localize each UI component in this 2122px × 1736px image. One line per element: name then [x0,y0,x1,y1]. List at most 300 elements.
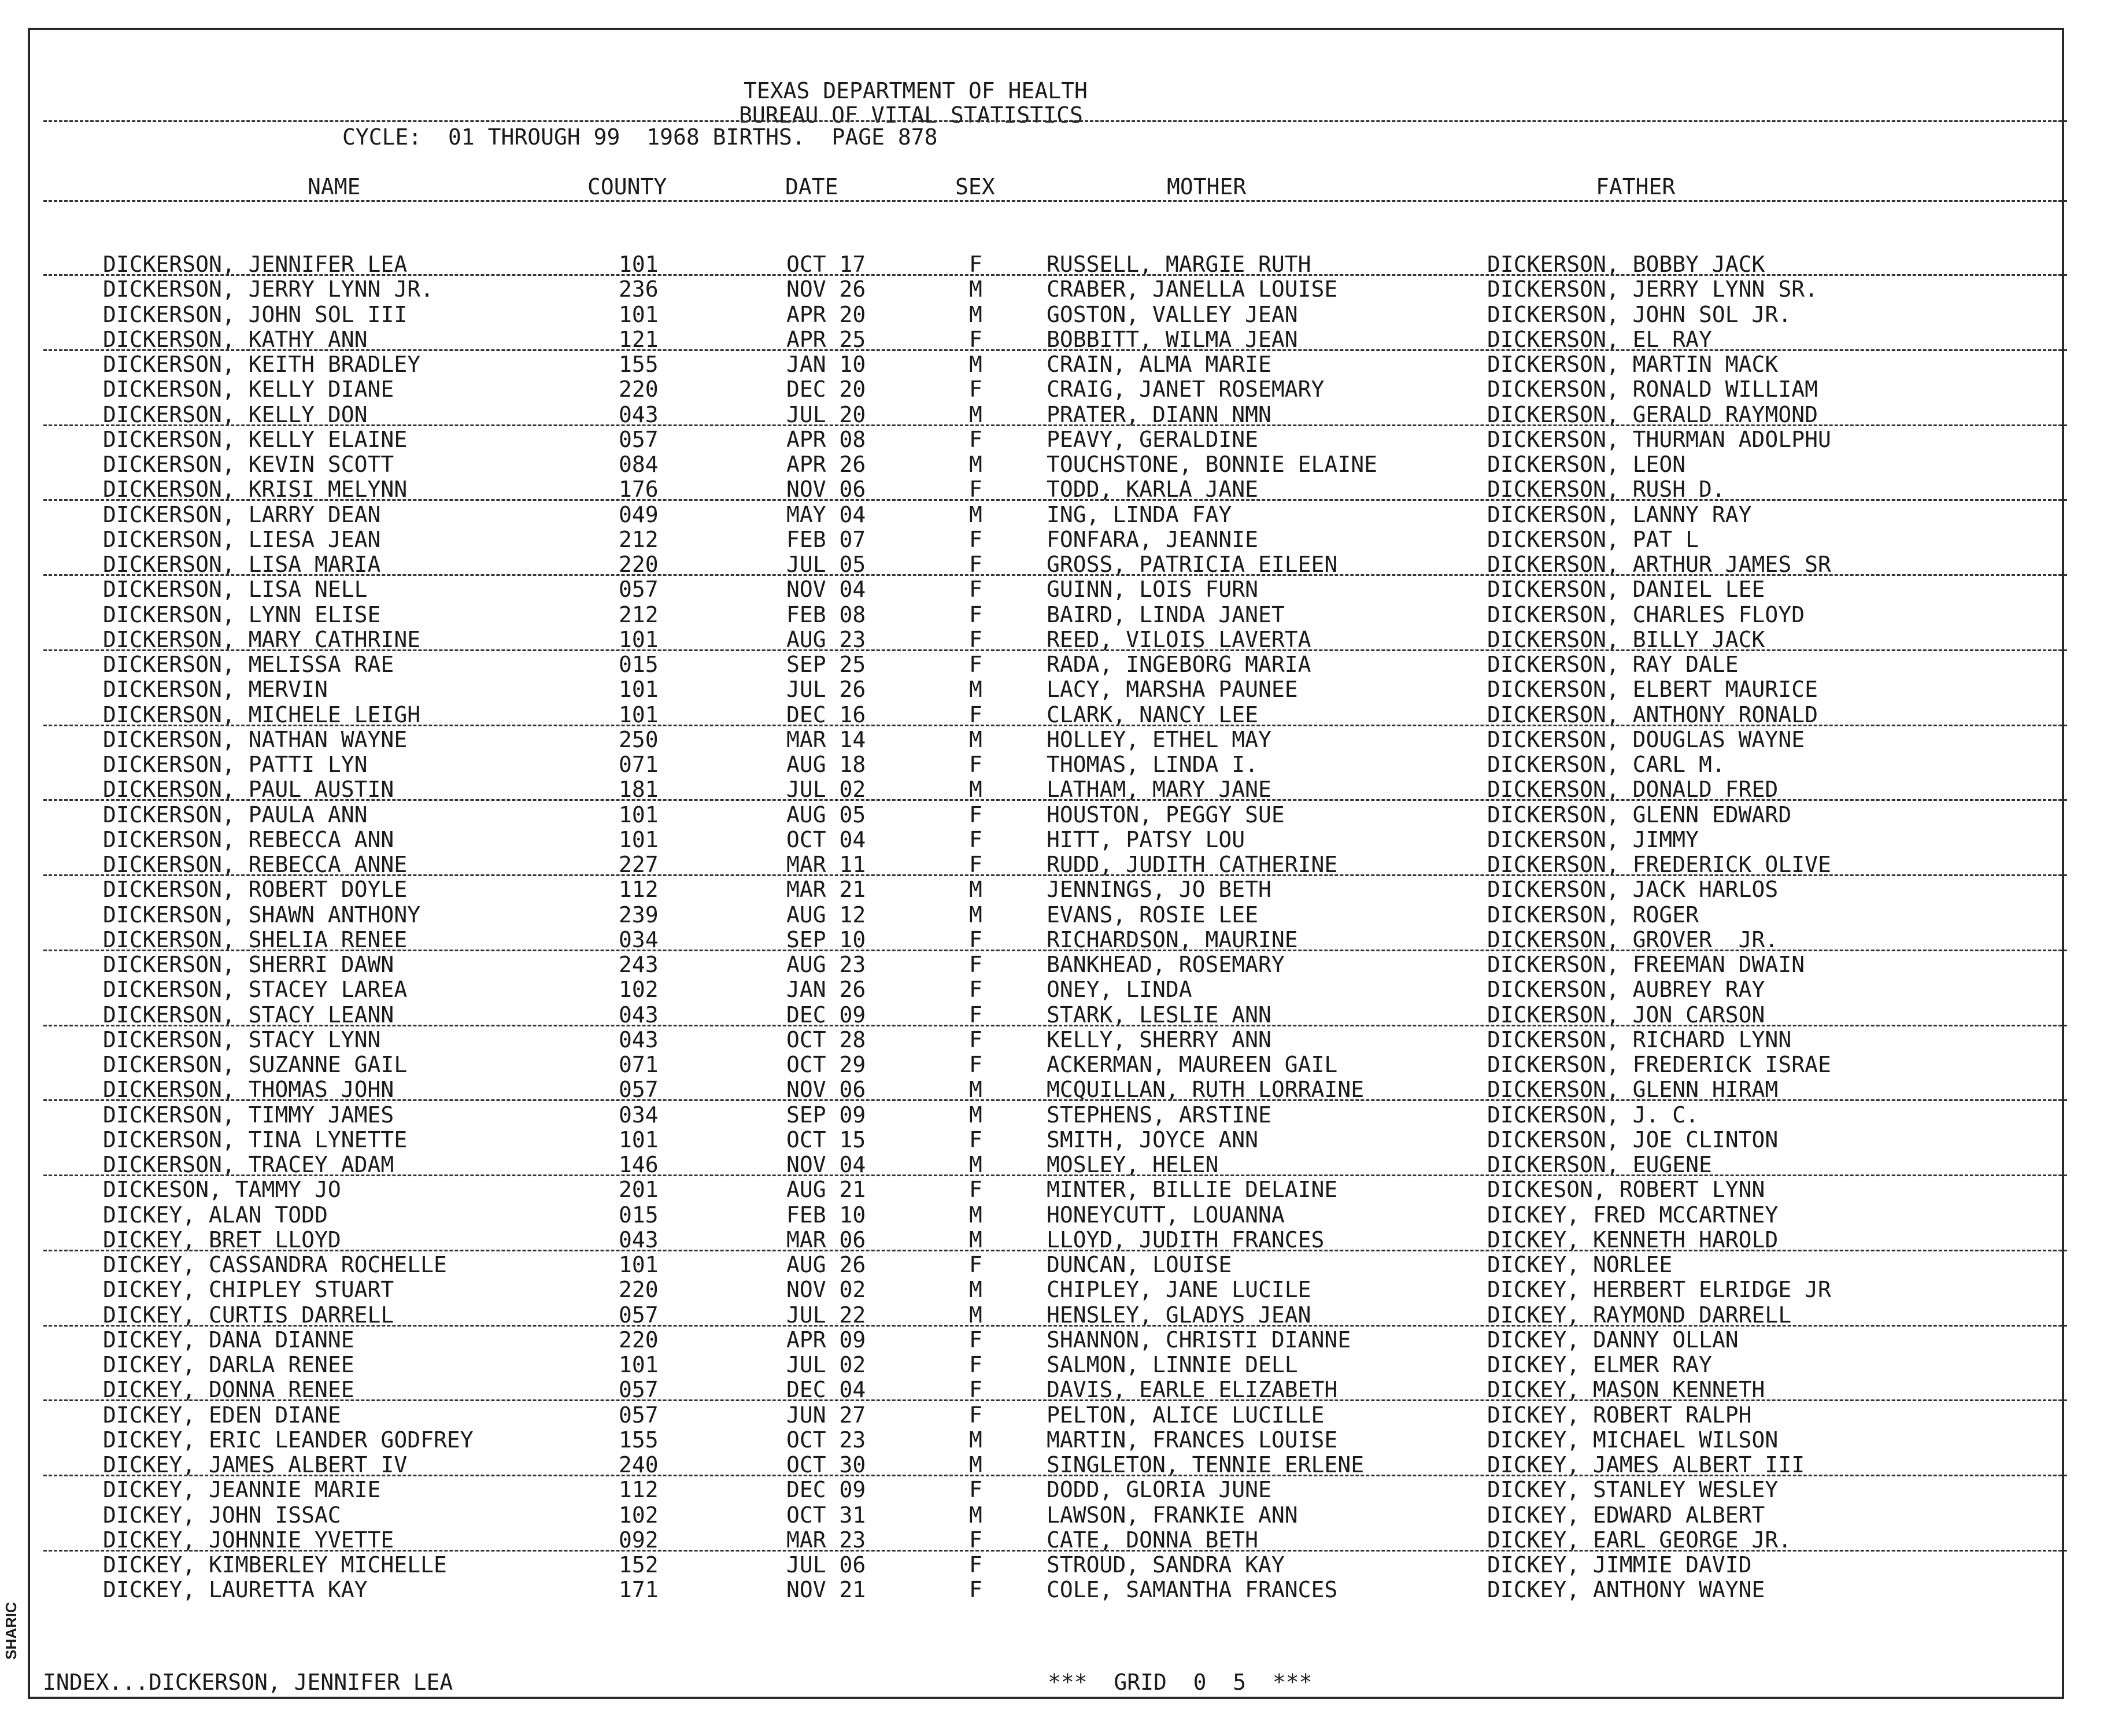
cell-father: DICKERSON, MARTIN MACK [1487,352,1779,377]
cell-father: DICKERSON, FREDERICK ISRAE [1487,1052,1831,1077]
cell-date: SEP 25 [786,652,866,677]
cell-date: OCT 29 [786,1052,866,1077]
cell-sex: M [969,1427,982,1453]
cell-date: APR 08 [786,426,866,452]
cell-county: 152 [619,1552,659,1578]
cell-county: 220 [619,552,659,577]
cell-mother: SALMON, LINNIE DELL [1047,1352,1298,1377]
cell-county: 101 [619,301,659,327]
cell-name: DICKERSON, TRACEY ADAM [103,1152,394,1177]
cell-mother: CRAIG, JANET ROSEMARY [1047,376,1325,402]
cell-sex: F [969,852,982,877]
cell-sex: F [969,552,982,577]
cell-father: DICKERSON, GROVER JR. [1487,926,1779,952]
cell-father: DICKERSON, LEON [1487,452,1686,477]
cell-date: MAR 11 [786,852,866,877]
table-row [0,826,2122,854]
cell-name: DICKERSON, REBECCA ANNE [103,852,408,877]
table-row [0,426,2122,453]
cell-mother: ACKERMAN, MAUREEN GAIL [1047,1052,1338,1077]
cell-mother: STROUD, SANDRA KAY [1047,1552,1285,1578]
table-row [0,1279,2122,1303]
row-separator [43,950,2067,951]
cell-county: 101 [619,626,659,652]
cell-county: 212 [619,601,659,627]
cell-father: DICKERSON, JOE CLINTON [1487,1126,1779,1153]
cell-mother: PRATER, DIANN NMN [1047,401,1271,427]
cell-mother: HITT, PATSY LOU [1047,826,1245,852]
row-separator [43,1250,2067,1251]
cell-sex: M [969,1102,982,1128]
cell-sex: F [969,601,982,627]
cell-sex: F [969,977,982,1003]
table-row [0,1126,2122,1154]
cell-name: DICKERSON, MELISSA RAE [103,652,394,677]
cell-date: AUG 05 [786,801,866,828]
cell-sex: M [969,1152,982,1177]
cell-father: DICKERSON, BOBBY JACK [1487,252,1765,277]
cell-sex: M [969,1277,982,1303]
table-row [0,1254,2122,1279]
cell-sex: F [969,477,982,503]
cell-father: DICKERSON, RICHARD LYNN [1487,1026,1792,1052]
cycle-line: CYCLE: 01 THROUGH 99 1968 BIRTHS. PAGE 878 [342,124,938,150]
cell-mother: SHANNON, CHRISTI DIANNE [1047,1327,1351,1353]
cell-mother: COLE, SAMANTHA FRANCES [1047,1577,1338,1603]
cell-county: 220 [619,1327,659,1353]
row-separator [43,1399,2067,1401]
cell-county: 201 [619,1177,659,1203]
cell-county: 101 [619,1352,659,1377]
cell-father: DICKERSON, GLENN HIRAM [1487,1077,1779,1103]
cell-date: OCT 28 [786,1026,866,1052]
cell-county: 071 [619,1052,659,1077]
cell-sex: F [969,1327,982,1353]
cell-name: DICKERSON, MICHELE LEIGH [103,701,421,727]
cell-date: JUL 26 [786,677,866,703]
cell-sex: M [969,1302,982,1328]
cell-county: 043 [619,1026,659,1052]
table-row [0,1504,2122,1529]
cell-county: 240 [619,1452,659,1478]
cell-date: AUG 23 [786,952,866,977]
cell-mother: SMITH, JOYCE ANN [1047,1126,1259,1153]
cell-name: DICKERSON, STACY LEANN [103,1002,394,1028]
cell-date: MAY 04 [786,501,866,527]
cell-name: DICKERSON, TINA LYNETTE [103,1126,408,1153]
cell-mother: BANKHEAD, ROSEMARY [1047,952,1285,977]
table-row [0,904,2122,929]
cell-county: 043 [619,401,659,427]
cell-father: DICKERSON, ARTHUR JAMES SR [1487,552,1831,577]
footer-index: INDEX...DICKERSON, JENNIFER LEA [43,1669,453,1695]
cell-county: 101 [619,677,659,703]
side-label: SHARIC [2,1602,20,1660]
cell-mother: BAIRD, LINDA JANET [1047,601,1285,627]
cell-date: AUG 26 [786,1252,866,1277]
cell-mother: REED, VILOIS LAVERTA [1047,626,1311,652]
cell-name: DICKERSON, SUZANNE GAIL [103,1052,408,1077]
cell-county: 057 [619,1377,659,1403]
cell-mother: BOBBITT, WILMA JEAN [1047,326,1298,352]
cell-name: DICKERSON, STACEY LAREA [103,977,408,1003]
table-row [0,1479,2122,1504]
cell-date: NOV 26 [786,276,866,302]
cell-sex: F [969,652,982,677]
cell-mother: LAWSON, FRANKIE ANN [1047,1502,1298,1528]
row-separator [43,1025,2067,1026]
cell-date: NOV 06 [786,477,866,503]
row-separator [43,574,2067,576]
cell-date: DEC 16 [786,701,866,727]
cell-father: DICKEY, HERBERT ELRIDGE JR [1487,1277,1831,1303]
cell-father: DICKERSON, EUGENE [1487,1152,1712,1177]
cell-date: AUG 21 [786,1177,866,1203]
cell-father: DICKEY, KENNETH HAROLD [1487,1227,1779,1253]
cell-name: DICKERSON, SHELIA RENEE [103,926,408,952]
cell-date: NOV 06 [786,1077,866,1103]
cell-name: DICKERSON, SHAWN ANTHONY [103,902,421,928]
cell-mother: EVANS, ROSIE LEE [1047,902,1259,928]
cell-sex: M [969,777,982,803]
cell-sex: F [969,1352,982,1377]
cell-county: 043 [619,1002,659,1028]
table-row [0,601,2122,629]
cell-name: DICKERSON, JENNIFER LEA [103,252,408,277]
header-line1: TEXAS DEPARTMENT OF HEALTH [744,78,1088,104]
cell-sex: F [969,1477,982,1503]
cell-date: MAR 21 [786,877,866,903]
cell-sex: F [969,1377,982,1403]
cell-father: DICKEY, FRED MCCARTNEY [1487,1202,1779,1228]
cell-mother: DAVIS, EARLE ELIZABETH [1047,1377,1338,1403]
cell-name: DICKERSON, MERVIN [103,677,328,703]
table-row [0,1354,2122,1379]
cell-county: 015 [619,652,659,677]
cell-name: DICKERSON, KELLY ELAINE [103,426,408,452]
cell-sex: F [969,526,982,552]
cell-name: DICKERSON, STACY LYNN [103,1026,381,1052]
table-row [0,754,2122,778]
cell-county: 101 [619,252,659,277]
cell-sex: M [969,902,982,928]
cell-father: DICKEY, JIMMIE DAVID [1487,1552,1752,1578]
cell-name: DICKERSON, MARY CATHRINE [103,626,421,652]
cell-sex: M [969,301,982,327]
cell-father: DICKERSON, EL RAY [1487,326,1712,352]
cell-date: NOV 04 [786,577,866,603]
cell-date: OCT 31 [786,1502,866,1528]
table-row [0,801,2122,829]
cell-father: DICKEY, JAMES ALBERT III [1487,1452,1805,1478]
table-row [0,453,2122,478]
cell-county: 101 [619,701,659,727]
cell-mother: CHIPLEY, JANE LUCILE [1047,1277,1311,1303]
cell-name: DICKERSON, PATTI LYN [103,752,368,777]
table-row [0,353,2122,378]
cell-county: 236 [619,276,659,302]
cell-sex: M [969,401,982,427]
cell-date: JUL 22 [786,1302,866,1328]
table-row [0,1204,2122,1229]
cell-date: AUG 18 [786,752,866,777]
cell-date: FEB 07 [786,526,866,552]
row-separator [43,1174,2067,1176]
cell-county: 043 [619,1227,659,1253]
cell-father: DICKEY, NORLEE [1487,1252,1673,1277]
colhead-rule [43,200,2067,202]
row-separator [43,1550,2067,1552]
cell-mother: HONEYCUTT, LOUANNA [1047,1202,1285,1228]
cell-name: DICKERSON, JOHN SOL III [103,301,408,327]
cell-father: DICKERSON, JIMMY [1487,826,1699,852]
cell-father: DICKEY, ELMER RAY [1487,1352,1712,1377]
cell-father: DICKERSON, JERRY LYNN SR. [1487,276,1818,302]
cell-name: DICKERSON, ROBERT DOYLE [103,877,408,903]
table-row [0,978,2122,1003]
cell-date: AUG 23 [786,626,866,652]
cell-date: FEB 08 [786,601,866,627]
table-row [0,378,2122,403]
cell-county: 057 [619,577,659,603]
cell-father: DICKEY, STANLEY WESLEY [1487,1477,1779,1503]
cell-sex: F [969,252,982,277]
cell-father: DICKEY, ANTHONY WAYNE [1487,1577,1765,1603]
cell-name: DICKEY, CASSANDRA ROCHELLE [103,1252,447,1277]
table-row [0,1329,2122,1354]
cell-mother: RADA, INGEBORG MARIA [1047,652,1311,677]
cell-date: MAR 06 [786,1227,866,1253]
cell-county: 250 [619,726,659,752]
cell-father: DICKERSON, DONALD FRED [1487,777,1779,803]
cell-name: DICKEY, CURTIS DARRELL [103,1302,394,1328]
cell-mother: RUSSELL, MARGIE RUTH [1047,252,1311,277]
cell-sex: F [969,1126,982,1153]
cell-county: 220 [619,1277,659,1303]
header-rule [43,120,2067,122]
col-sex: SEX [955,174,995,200]
cell-name: DICKERSON, LIESA JEAN [103,526,381,552]
cell-mother: PELTON, ALICE LUCILLE [1047,1402,1325,1428]
cell-date: APR 20 [786,301,866,327]
cell-county: 049 [619,501,659,527]
footer-grid: *** GRID 0 5 *** [1048,1669,1313,1695]
cell-mother: MARTIN, FRANCES LOUISE [1047,1427,1338,1453]
cell-father: DICKERSON, JACK HARLOS [1487,877,1779,903]
cell-mother: GUINN, LOIS FURN [1047,577,1259,603]
cell-father: DICKERSON, JON CARSON [1487,1002,1765,1028]
table-row [0,1026,2122,1054]
cell-sex: F [969,1577,982,1603]
col-father: FATHER [1596,174,1676,200]
cell-father: DICKERSON, ROGER [1487,902,1699,928]
cell-name: DICKEY, LAURETTA KAY [103,1577,368,1603]
cell-date: DEC 09 [786,1477,866,1503]
cell-mother: STEPHENS, ARSTINE [1047,1102,1271,1128]
cell-sex: M [969,276,982,302]
table-row [0,1579,2122,1604]
cell-mother: PEAVY, GERALDINE [1047,426,1259,452]
cell-date: JUL 06 [786,1552,866,1578]
cell-name: DICKERSON, KRISI MELYNN [103,477,408,503]
cell-sex: F [969,1052,982,1077]
table-row [0,526,2122,553]
cell-sex: M [969,501,982,527]
cell-sex: F [969,952,982,977]
cell-mother: SINGLETON, TENNIE ERLENE [1047,1452,1365,1478]
table-row [0,678,2122,703]
cell-name: DICKEY, JOHNNIE YVETTE [103,1527,394,1553]
cell-father: DICKERSON, LANNY RAY [1487,501,1752,527]
cell-name: DICKESON, TAMMY JO [103,1177,341,1203]
cell-date: OCT 17 [786,252,866,277]
table-row [0,501,2122,529]
cell-sex: F [969,1402,982,1428]
cell-mother: CRAIN, ALMA MARIE [1047,352,1271,377]
cell-father: DICKERSON, GERALD RAYMOND [1487,401,1818,427]
cell-name: DICKERSON, LISA NELL [103,577,368,603]
cell-name: DICKERSON, SHERRI DAWN [103,952,394,977]
cell-father: DICKERSON, THURMAN ADOLPHU [1487,426,1831,452]
cell-mother: ING, LINDA FAY [1047,501,1232,527]
row-separator [43,499,2067,501]
table-row [0,653,2122,678]
cell-father: DICKERSON, PAT L [1487,526,1699,552]
cell-sex: M [969,1077,982,1103]
cell-county: 101 [619,826,659,852]
table-row [0,954,2122,978]
cell-date: DEC 20 [786,376,866,402]
cell-date: MAR 14 [786,726,866,752]
cell-county: 220 [619,376,659,402]
cell-name: DICKEY, BRET LLOYD [103,1227,341,1253]
cell-date: NOV 21 [786,1577,866,1603]
cell-date: OCT 30 [786,1452,866,1478]
cell-county: 243 [619,952,659,977]
cell-county: 057 [619,1077,659,1103]
table-row [0,1104,2122,1129]
cell-father: DICKEY, DANNY OLLAN [1487,1327,1739,1353]
cell-sex: M [969,1227,982,1253]
table-row [0,878,2122,903]
cell-name: DICKERSON, KATHY ANN [103,326,368,352]
cell-mother: LLOYD, JUDITH FRANCES [1047,1227,1325,1253]
cell-sex: M [969,1502,982,1528]
cell-date: DEC 04 [786,1377,866,1403]
row-separator [43,1325,2067,1327]
cell-mother: TOUCHSTONE, BONNIE ELAINE [1047,452,1377,477]
cell-mother: ONEY, LINDA [1047,977,1192,1003]
cell-county: 102 [619,977,659,1003]
cell-name: DICKEY, ALAN TODD [103,1202,328,1228]
cell-date: SEP 10 [786,926,866,952]
cell-sex: M [969,352,982,377]
cell-name: DICKERSON, THOMAS JOHN [103,1077,394,1103]
cell-father: DICKERSON, FREDERICK OLIVE [1487,852,1831,877]
cell-name: DICKERSON, JERRY LYNN JR. [103,276,434,302]
cell-name: DICKERSON, NATHAN WAYNE [103,726,408,752]
row-separator [43,1099,2067,1101]
cell-father: DICKERSON, CARL M. [1487,752,1725,777]
cell-county: 239 [619,902,659,928]
header-line2: BUREAU OF VITAL STATISTICS [739,102,1083,128]
cell-name: DICKEY, DARLA RENEE [103,1352,354,1377]
cell-mother: DUNCAN, LOUISE [1047,1252,1232,1277]
cell-county: 034 [619,926,659,952]
cell-father: DICKERSON, GLENN EDWARD [1487,801,1792,828]
cell-sex: F [969,577,982,603]
cell-county: 112 [619,1477,659,1503]
cell-name: DICKERSON, KELLY DON [103,401,368,427]
cell-father: DICKERSON, FREEMAN DWAIN [1487,952,1805,977]
cell-name: DICKEY, JOHN ISSAC [103,1502,341,1528]
cell-name: DICKERSON, LYNN ELISE [103,601,381,627]
cell-mother: LATHAM, MARY JANE [1047,777,1271,803]
table-row [0,1429,2122,1454]
cell-mother: TODD, KARLA JANE [1047,477,1259,503]
cell-father: DICKERSON, RONALD WILLIAM [1487,376,1818,402]
cell-name: DICKEY, KIMBERLEY MICHELLE [103,1552,447,1578]
col-county: COUNTY [587,174,667,200]
col-date: DATE [785,174,838,200]
cell-date: AUG 12 [786,902,866,928]
cell-name: DICKERSON, LISA MARIA [103,552,381,577]
cell-date: APR 26 [786,452,866,477]
cell-date: JUN 27 [786,1402,866,1428]
cell-county: 176 [619,477,659,503]
cell-name: DICKERSON, PAUL AUSTIN [103,777,394,803]
cell-mother: RICHARDSON, MAURINE [1047,926,1298,952]
row-separator [43,874,2067,876]
row-separator [43,424,2067,426]
cell-date: JUL 05 [786,552,866,577]
cell-father: DICKEY, EARL GEORGE JR. [1487,1527,1792,1553]
cell-date: FEB 10 [786,1202,866,1228]
cell-sex: M [969,1452,982,1478]
cell-mother: STARK, LESLIE ANN [1047,1002,1271,1028]
cell-county: 155 [619,352,659,377]
cell-county: 121 [619,326,659,352]
cell-father: DICKERSON, DANIEL LEE [1487,577,1765,603]
col-name: NAME [308,174,361,200]
cell-sex: F [969,376,982,402]
cell-date: OCT 04 [786,826,866,852]
cell-sex: F [969,826,982,852]
table-row [0,1179,2122,1203]
cell-date: JUL 02 [786,777,866,803]
row-separator [43,649,2067,651]
cell-mother: GROSS, PATRICIA EILEEN [1047,552,1338,577]
cell-date: NOV 02 [786,1277,866,1303]
cell-sex: M [969,452,982,477]
cell-sex: F [969,926,982,952]
cell-sex: F [969,626,982,652]
table-row [0,278,2122,303]
table-row [0,1404,2122,1429]
cell-county: 015 [619,1202,659,1228]
cell-date: DEC 09 [786,1002,866,1028]
cell-father: DICKERSON, AUBREY RAY [1487,977,1765,1003]
cell-date: APR 09 [786,1327,866,1353]
cell-mother: JENNINGS, JO BETH [1047,877,1271,903]
cell-county: 092 [619,1527,659,1553]
cell-name: DICKEY, JAMES ALBERT IV [103,1452,408,1478]
row-separator [43,799,2067,801]
cell-mother: GOSTON, VALLEY JEAN [1047,301,1298,327]
cell-sex: F [969,1527,982,1553]
cell-father: DICKERSON, J. C. [1487,1102,1699,1128]
cell-county: 101 [619,1126,659,1153]
